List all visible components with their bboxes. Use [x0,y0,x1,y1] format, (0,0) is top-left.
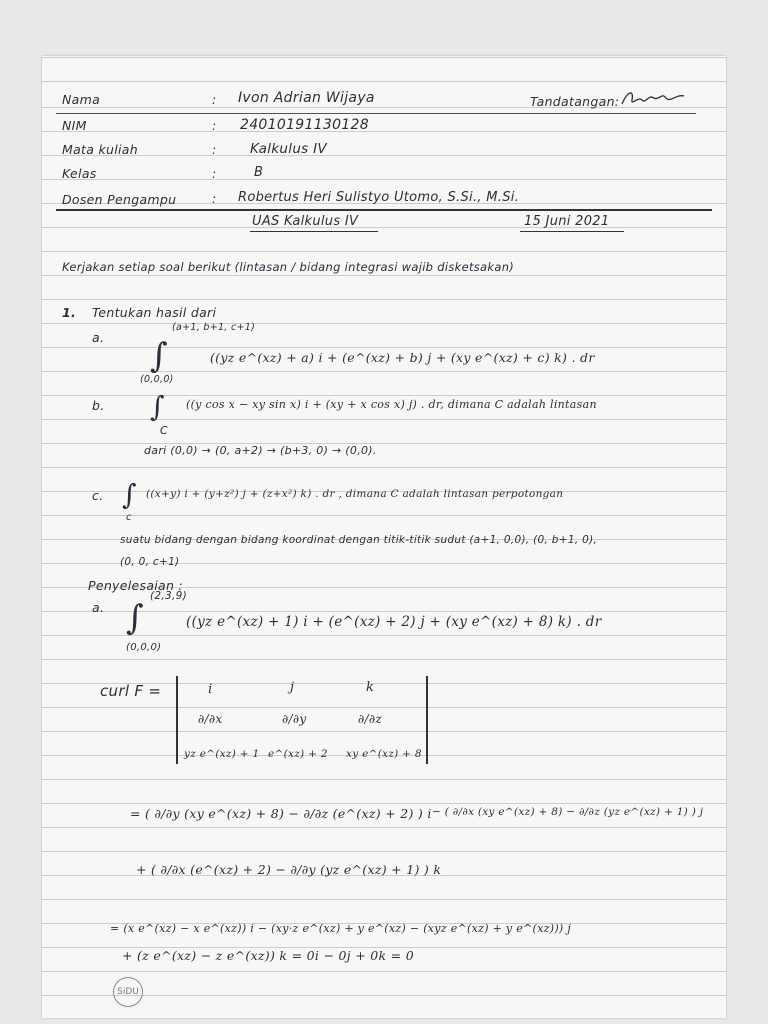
problem-c-line2: (0, 0, c+1) [120,556,180,568]
matrix-dz: ∂/∂z [358,712,382,726]
problem-a-integrand: ((yz e^(xz) + a) i + (e^(xz) + b) j + (xy e^(xz) + c) k) . dr [210,350,595,365]
integral-sign-a: ∫ [150,336,168,376]
problem-c-integrand: ((x+y) i + (y+z²) j + (z+x²) k) . dr , dimana C adalah lintasan perpotongan [146,488,564,500]
label-dosen: Dosen Pengampu [62,192,177,207]
problem-b-lower: C [160,424,168,437]
sep-matkul: : [212,142,217,157]
curl-step2: + ( ∂/∂x (e^(xz) + 2) − ∂/∂y (yz e^(xz) + 1) ) k [136,862,442,877]
solution-lower: (0,0,0) [126,642,162,653]
problem-a-lower: (0,0,0) [140,374,174,385]
exam-title: UAS Kalkulus IV [252,214,359,229]
curl-step3: = (x e^(xz) − x e^(xz)) i − (xy·z e^(xz) + y e^(xz) − (xyz e^(xz) + y e^(xz))) j [110,922,572,935]
solution-integrand: ((yz e^(xz) + 1) i + (e^(xz) + 2) j + (xy e^(xz) + 8) k) . dr [186,614,602,630]
label-nama: Nama [62,92,101,107]
value-nim: 24010191130128 [240,117,369,133]
problem-c-label: c. [92,488,104,503]
curl-step1-left: = ( ∂/∂y (xy e^(xz) + 8) − ∂/∂z (e^(xz) + 2) ) i [130,806,432,821]
matrix-f2: e^(xz) + 2 [268,748,328,760]
curl-step1-right: − ( ∂/∂x (xy e^(xz) + 8) − ∂/∂z (yz e^(xz) + 1) ) j [432,806,704,818]
sep-nim: : [212,118,217,133]
curl-step4: + (z e^(xz) − z e^(xz)) k = 0i − 0j + 0k = 0 [122,948,414,963]
solution-a-label: a. [92,600,105,615]
problem-b-label: b. [92,398,105,413]
integral-sign-solution: ∫ [126,598,144,638]
problem-number: 1. [62,305,77,320]
matrix-dx: ∂/∂x [198,712,223,726]
problem-a-label: a. [92,330,105,345]
matrix-i: i [208,682,213,697]
value-nama: Ivon Adrian Wijaya [238,90,375,106]
matrix-f1: yz e^(xz) + 1 [184,748,260,760]
problem-title: Tentukan hasil dari [92,305,217,320]
value-dosen: Robertus Heri Sulistyo Utomo, S.Si., M.Si. [238,190,520,205]
matrix-f3: xy e^(xz) + 8 [346,748,422,760]
problem-a-upper: (a+1, b+1, c+1) [172,322,256,333]
exam-date-underline [520,231,624,232]
solution-upper: (2,3,9) [150,590,188,602]
value-kelas: B [254,165,264,180]
label-kelas: Kelas [62,166,97,181]
curl-label: curl F = [100,682,162,700]
signature-icon [618,88,688,110]
label-nim: NIM [62,118,87,133]
signature-label: Tandatangan: [530,94,620,109]
integral-sign-b: ∫ [150,390,165,423]
matrix-j: j [290,680,295,695]
matrix-right-bar [426,676,428,764]
matrix-left-bar [176,676,178,764]
label-matkul: Mata kuliah [62,142,138,157]
sep-nama: : [212,92,217,107]
watermark-stamp: SiDU [113,977,143,1007]
sep-dosen: : [212,191,217,206]
value-matkul: Kalkulus IV [250,141,327,157]
integral-sign-c: ∫ [122,478,137,511]
matrix-k: k [366,680,375,695]
instruction: Kerjakan setiap soal berikut (lintasan / bidang integrasi wajib disketsakan) [62,260,515,274]
sep-kelas: : [212,166,217,181]
solution-heading: Penyelesaian : [88,578,184,593]
header-rule-1 [56,113,696,114]
problem-c-line1: suatu bidang dengan bidang koordinat dengan titik-titik sudut (a+1, 0,0), (0, b+1, 0), [120,534,598,546]
problem-b-path: dari (0,0) → (0, a+2) → (b+3, 0) → (0,0). [144,444,377,457]
problem-c-lower: c [126,512,132,523]
problem-b-integrand: ((y cos x − xy sin x) i + (xy + x cos x) j) . dr, dimana C adalah lintasan [186,398,597,411]
header-rule-2 [56,209,712,211]
exam-date: 15 Juni 2021 [524,214,610,229]
exam-title-underline [250,231,378,232]
matrix-dy: ∂/∂y [282,712,307,726]
